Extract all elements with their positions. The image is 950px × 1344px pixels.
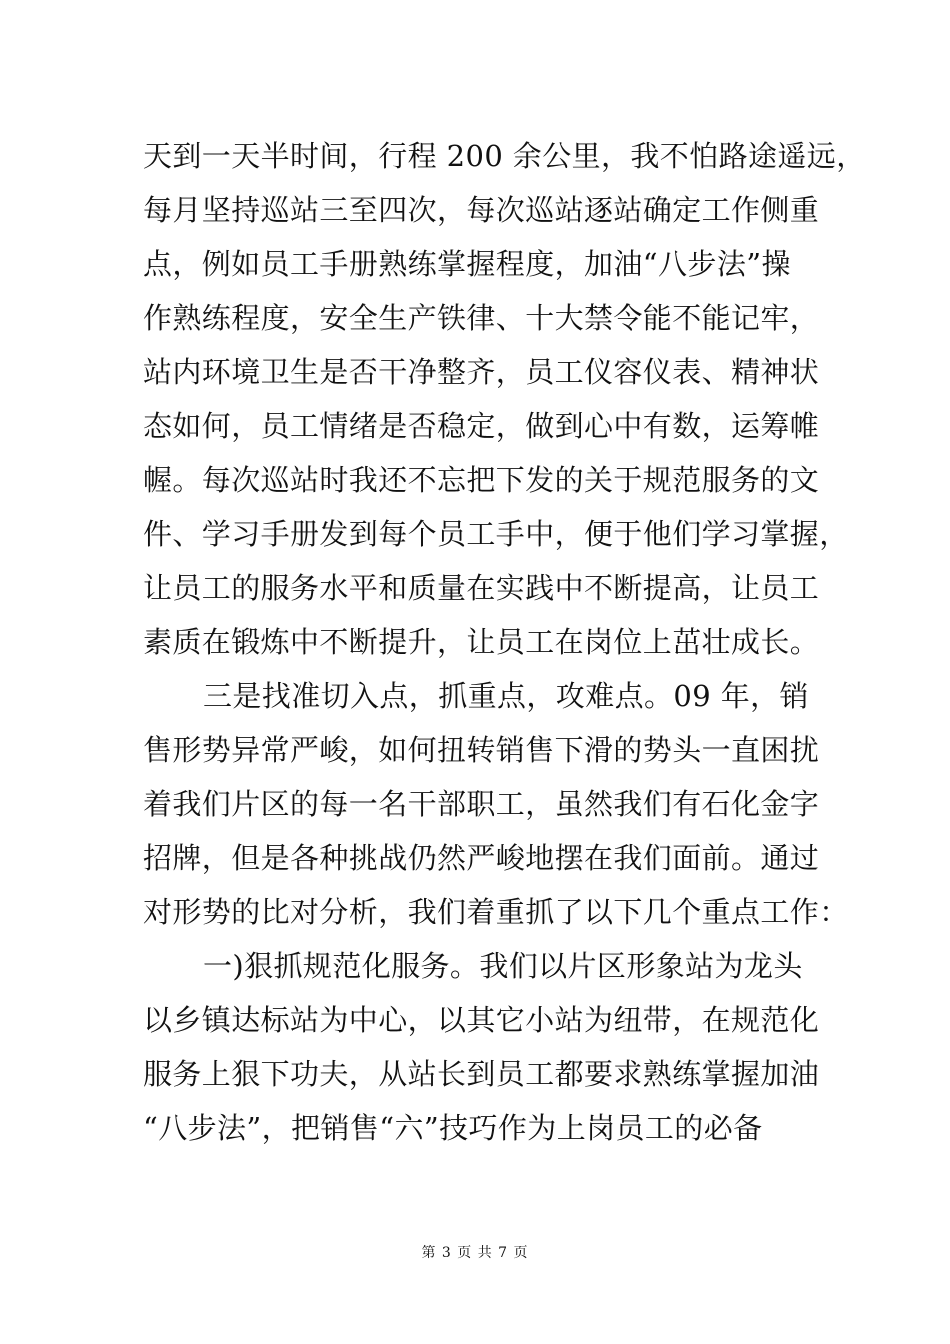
body-line-1: 天到一天半时间，行程 200 余公里，我不怕路途遥远， bbox=[143, 139, 866, 173]
body-line-9: 让员工的服务水平和质量在实践中不断提高，让员工 bbox=[143, 571, 820, 605]
body-line-4: 作熟练程度，安全生产铁律、十大禁令能不能记牢， bbox=[143, 301, 820, 335]
body-line-5: 站内环境卫生是否干净整齐，员工仪容仪表、精神状 bbox=[143, 355, 820, 389]
page-number-footer: 第 3 页 共 7 页 bbox=[421, 1245, 529, 1261]
body-line-10: 素质在锻炼中不断提升，让员工在岗位上茁壮成长。 bbox=[143, 625, 820, 659]
body-line-17: 以乡镇达标站为中心，以其它小站为纽带，在规范化 bbox=[143, 1003, 820, 1037]
body-line-19: “八步法”，把销售“六”技巧作为上岗员工的必备 bbox=[143, 1111, 763, 1145]
body-line-15: 对形势的比对分析，我们着重抓了以下几个重点工作： bbox=[143, 895, 849, 929]
body-line-12: 售形势异常严峻，如何扭转销售下滑的势头一直困扰 bbox=[143, 733, 820, 767]
body-line-6: 态如何，员工情绪是否稳定，做到心中有数，运筹帷 bbox=[143, 409, 820, 443]
body-line-3: 点，例如员工手册熟练掌握程度，加油“八步法”操 bbox=[143, 247, 791, 281]
body-line-7: 幄。每次巡站时我还不忘把下发的关于规范服务的文 bbox=[143, 463, 820, 497]
body-line-13: 着我们片区的每一名干部职工，虽然我们有石化金字 bbox=[143, 787, 820, 821]
paragraph-three-start: 三是找准切入点，抓重点，攻难点。09 年，销 bbox=[203, 679, 809, 713]
section-one-start: 一)狠抓规范化服务。我们以片区形象站为龙头 bbox=[203, 949, 803, 983]
body-line-2: 每月坚持巡站三至四次，每次巡站逐站确定工作侧重 bbox=[143, 193, 820, 227]
body-line-14: 招牌，但是各种挑战仍然严峻地摆在我们面前。通过 bbox=[143, 841, 820, 875]
body-line-18: 服务上狠下功夫，从站长到员工都要求熟练掌握加油 bbox=[143, 1057, 820, 1091]
body-line-8: 件、学习手册发到每个员工手中，便于他们学习掌握， bbox=[143, 517, 849, 551]
